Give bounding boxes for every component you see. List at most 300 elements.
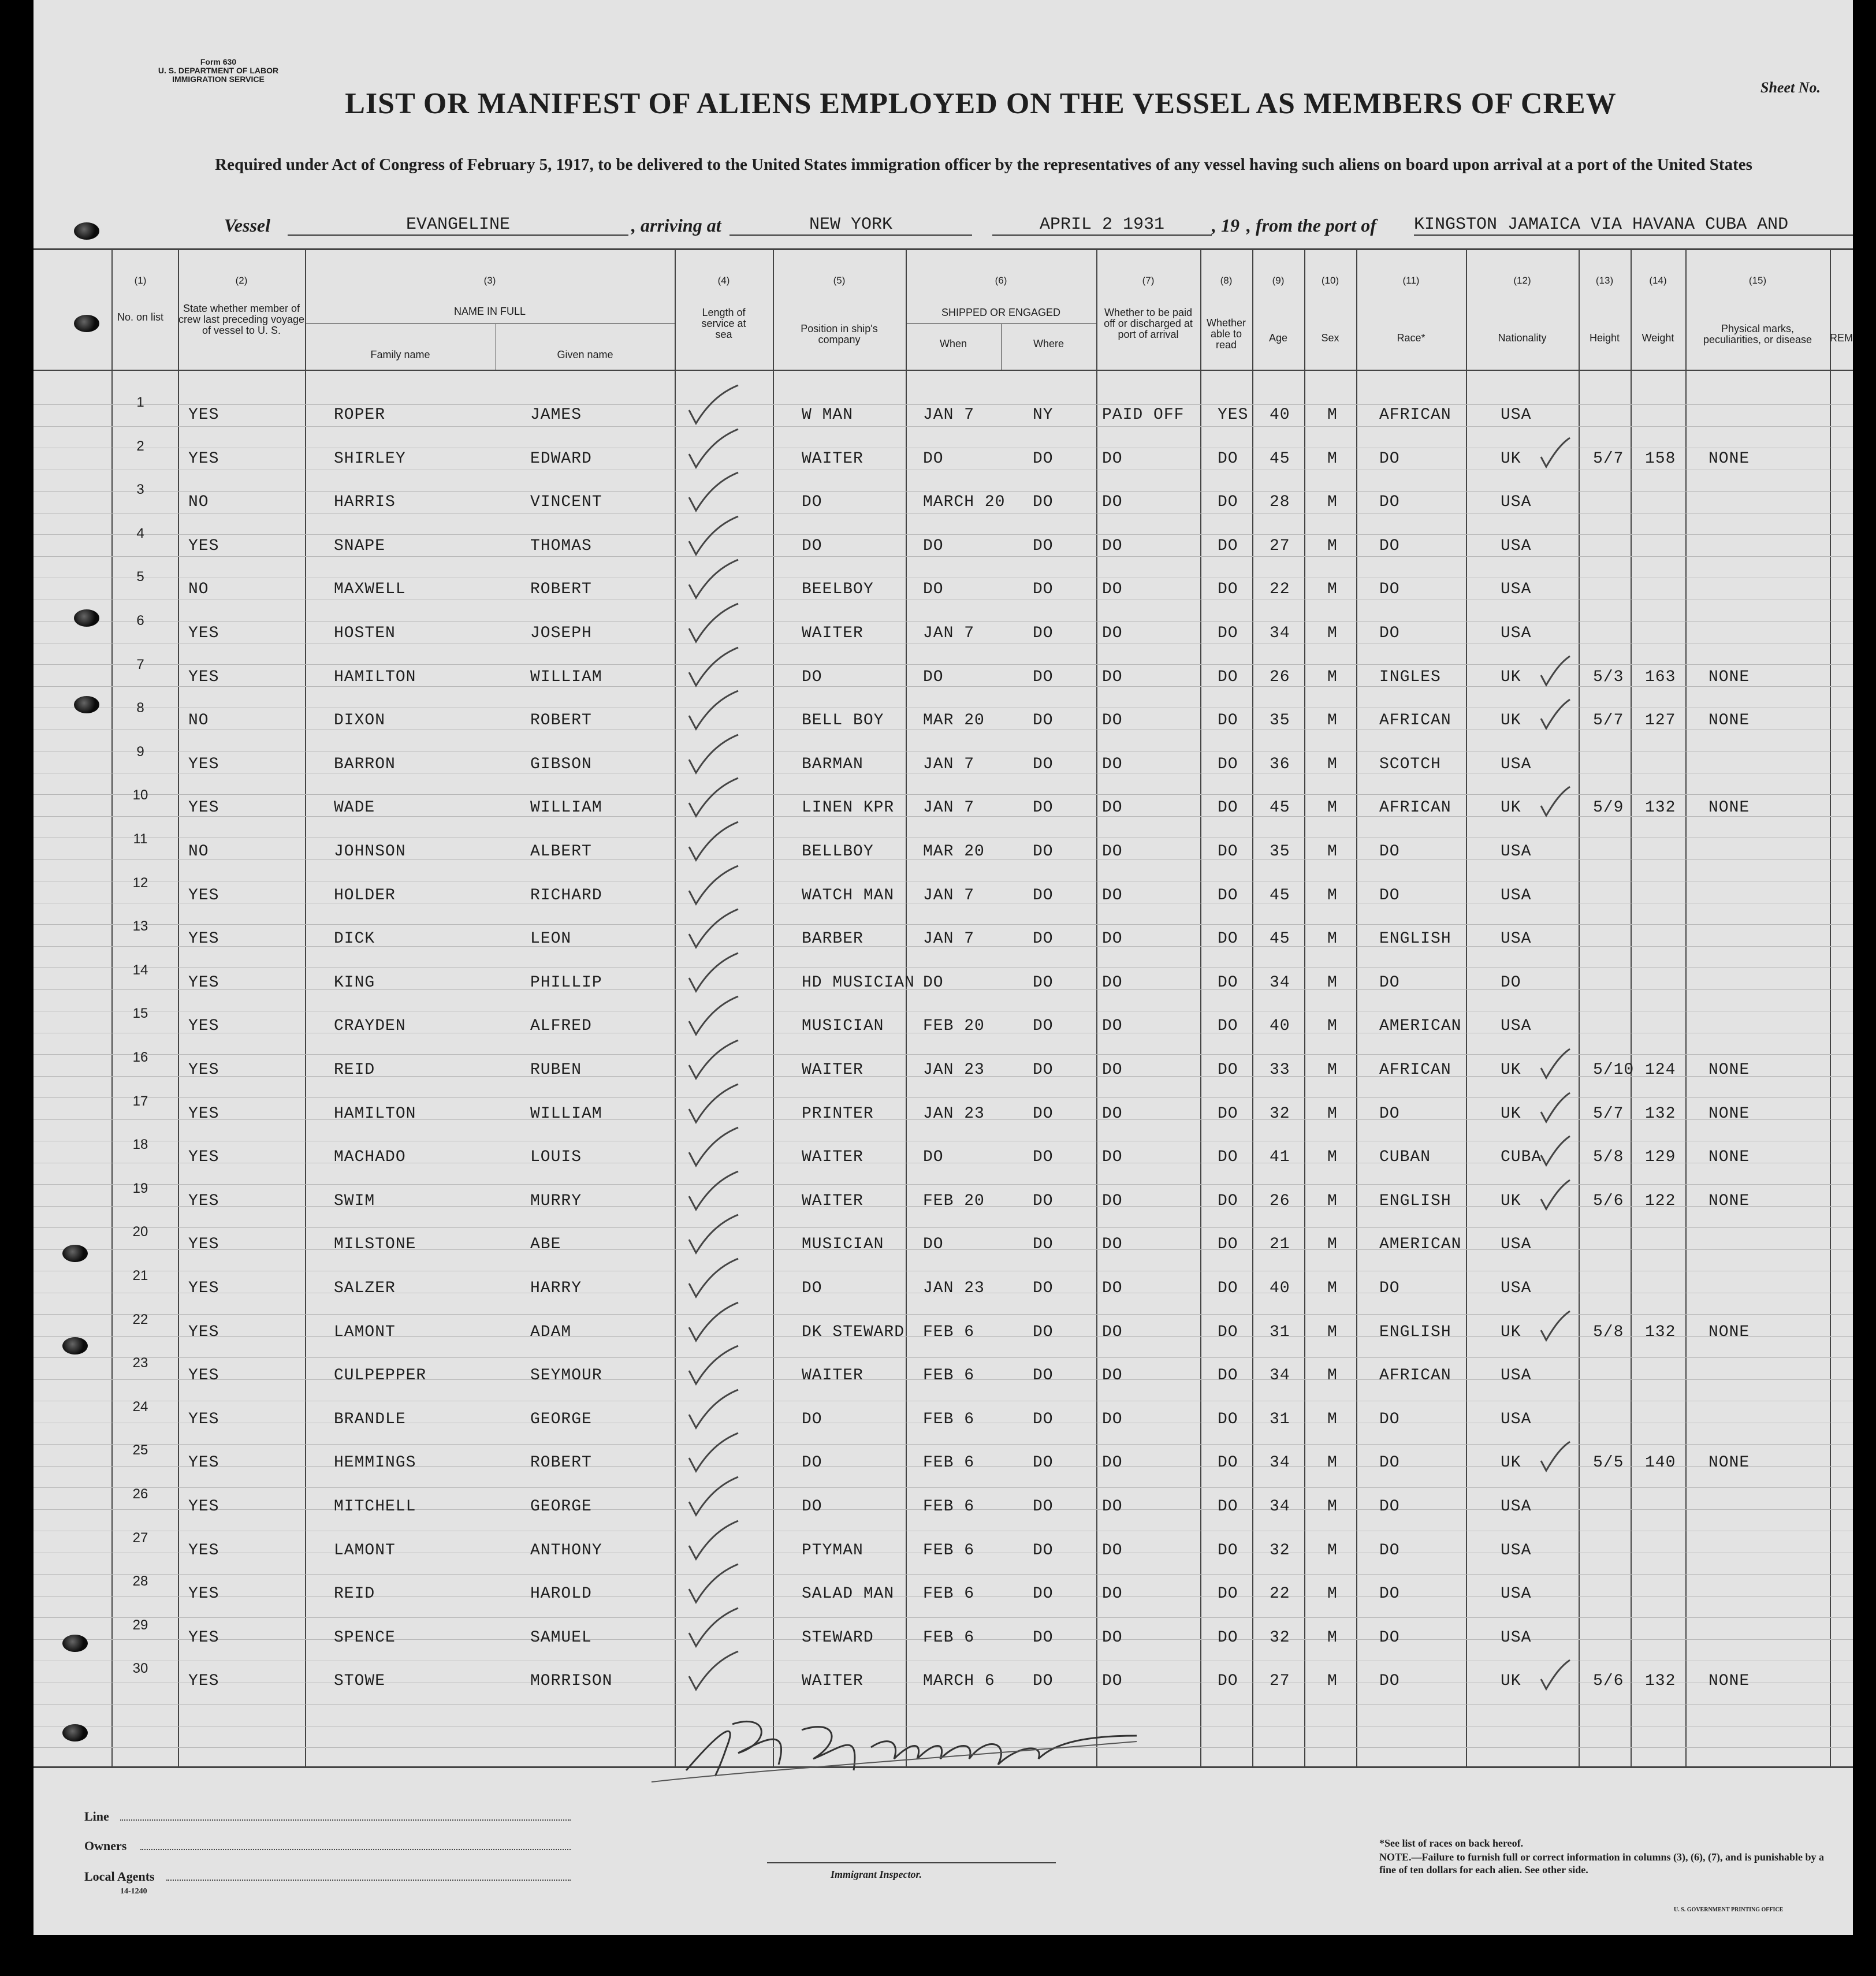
cell-sex: M [1327, 843, 1338, 861]
vessel-label: Vessel [224, 215, 270, 236]
colnum-11: (11) [1402, 275, 1420, 286]
cell-marks: NONE [1708, 799, 1750, 817]
cell-nat: USA [1501, 1585, 1532, 1603]
service-check-icon [683, 821, 747, 867]
colnum-2: (2) [235, 275, 248, 286]
cell-sex: M [1327, 1236, 1338, 1253]
service-check-icon [683, 1389, 747, 1435]
header-nationality: Nationality [1498, 332, 1547, 344]
cell-when: FEB 6 [923, 1454, 975, 1472]
cell-family: SWIM [334, 1192, 375, 1210]
cell-given: WILLIAM [530, 668, 602, 686]
cell-race: AMERICAN [1379, 1017, 1462, 1035]
cell-paid: DO [1102, 887, 1123, 905]
column-rule [1356, 248, 1357, 1766]
cell-height: 5/7 [1593, 450, 1624, 468]
year-label: , 19 [1212, 215, 1240, 236]
cell-given: ALFRED [530, 1017, 592, 1035]
cell-given: ANTHONY [530, 1542, 602, 1560]
column-rule [305, 248, 306, 1766]
cell-prior: YES [188, 974, 219, 992]
footer-line-label: Line [84, 1809, 109, 1824]
cell-given: GEORGE [530, 1411, 592, 1428]
cell-when: FEB 6 [923, 1411, 975, 1428]
cell-weight: 127 [1645, 712, 1676, 730]
nationality-check-icon [1538, 786, 1573, 820]
cell-paid: DO [1102, 668, 1123, 686]
colnum-13: (13) [1595, 275, 1614, 286]
cell-nat: USA [1501, 624, 1532, 642]
cell-race: AFRICAN [1379, 406, 1451, 424]
cell-age: 34 [1270, 1498, 1290, 1516]
column-rule [1096, 248, 1097, 1766]
cell-sex: M [1327, 1629, 1338, 1647]
cell-when: FEB 20 [923, 1017, 985, 1035]
cell-given: HAROLD [530, 1585, 592, 1603]
cell-where: DO [1033, 799, 1054, 817]
cell-where: DO [1033, 1148, 1054, 1166]
cell-nat: USA [1501, 930, 1532, 948]
cell-race: DO [1379, 887, 1400, 905]
cell-family: ROPER [334, 406, 386, 424]
cell-family: SHIRLEY [334, 450, 406, 468]
header-name-in-full: NAME IN FULL [453, 306, 526, 317]
cell-given: ADAM [530, 1323, 572, 1341]
column-rule [1685, 248, 1687, 1766]
service-check-icon [683, 384, 747, 430]
nationality-check-icon [1538, 1048, 1573, 1082]
cell-height: 5/5 [1593, 1454, 1624, 1472]
row-number: 25 [132, 1442, 148, 1458]
cell-given: GEORGE [530, 1498, 592, 1516]
cell-where: DO [1033, 1542, 1054, 1560]
cell-paid: DO [1102, 1498, 1123, 1516]
header-weight: Weight [1642, 332, 1674, 344]
binder-hole [74, 222, 99, 240]
cell-family: SPENCE [334, 1629, 396, 1647]
cell-family: MACHADO [334, 1148, 406, 1166]
cell-family: HOSTEN [334, 624, 396, 642]
cell-given: RICHARD [530, 887, 602, 905]
service-check-icon [683, 1083, 747, 1129]
cell-prior: YES [188, 887, 219, 905]
cell-when: FEB 6 [923, 1498, 975, 1516]
cell-nat: UK [1501, 1105, 1521, 1123]
cell-marks: NONE [1708, 1323, 1750, 1341]
colnum-4: (4) [717, 275, 730, 286]
cell-given: LOUIS [530, 1148, 582, 1166]
cell-when: JAN 7 [923, 406, 975, 424]
cell-when: JAN 23 [923, 1279, 985, 1297]
cell-where: DO [1033, 1061, 1054, 1079]
cell-family: HARRIS [334, 493, 396, 511]
cell-read: DO [1218, 1585, 1238, 1603]
binder-hole [74, 609, 99, 627]
row-number: 10 [132, 787, 148, 803]
cell-prior: YES [188, 1236, 219, 1253]
header-physical-marks: Physical marks, peculiarities, or disease [1703, 323, 1812, 345]
cell-when: JAN 7 [923, 624, 975, 642]
arrival-port: NEW YORK [729, 215, 972, 236]
cell-where: DO [1033, 756, 1054, 773]
cell-read: DO [1218, 930, 1238, 948]
footer-owners-rule [140, 1848, 571, 1850]
cell-race: SCOTCH [1379, 756, 1441, 773]
cell-position: DO [802, 1411, 822, 1428]
row-number: 30 [132, 1661, 148, 1676]
table-top-rule [34, 248, 1853, 250]
cell-read: DO [1218, 668, 1238, 686]
cell-race: DO [1379, 1585, 1400, 1603]
cell-when: FEB 6 [923, 1367, 975, 1385]
footer-agents-label: Local Agents [84, 1869, 155, 1884]
cell-nat: UK [1501, 1323, 1521, 1341]
cell-sex: M [1327, 887, 1338, 905]
cell-position: WAITER [802, 624, 863, 642]
cell-where: DO [1033, 1411, 1054, 1428]
header-where: Where [1033, 338, 1064, 349]
service-check-icon [683, 777, 747, 823]
cell-where: NY [1033, 406, 1054, 424]
cell-family: HOLDER [334, 887, 396, 905]
cell-weight: 132 [1645, 1672, 1676, 1690]
cell-nat: USA [1501, 1236, 1532, 1253]
column-rule [906, 248, 907, 1766]
cell-prior: YES [188, 930, 219, 948]
cell-read: DO [1218, 580, 1238, 598]
cell-race: DO [1379, 580, 1400, 598]
cell-when: JAN 23 [923, 1061, 985, 1079]
cell-race: DO [1379, 537, 1400, 555]
cell-family: SNAPE [334, 537, 386, 555]
cell-when: DO [923, 537, 944, 555]
cell-when: MAR 20 [923, 712, 985, 730]
ruled-line [34, 1357, 1853, 1358]
cell-where: DO [1033, 1367, 1054, 1385]
cell-read: DO [1218, 1672, 1238, 1690]
cell-nat: UK [1501, 1192, 1521, 1210]
cell-age: 28 [1270, 493, 1290, 511]
nationality-check-icon [1538, 1135, 1573, 1170]
service-check-icon [683, 602, 747, 649]
row-number: 11 [133, 831, 148, 847]
cell-when: MARCH 20 [923, 493, 1006, 511]
cell-race: ENGLISH [1379, 1323, 1451, 1341]
cell-read: DO [1218, 1105, 1238, 1123]
cell-position: DO [802, 1498, 822, 1516]
cell-given: SEYMOUR [530, 1367, 602, 1385]
row-number: 23 [132, 1355, 148, 1371]
nationality-check-icon [1538, 1441, 1573, 1475]
service-check-icon [683, 428, 747, 474]
cell-position: STEWARD [802, 1629, 874, 1647]
cell-prior: NO [188, 843, 209, 861]
cell-age: 45 [1270, 450, 1290, 468]
cell-given: THOMAS [530, 537, 592, 555]
cell-given: JAMES [530, 406, 582, 424]
cell-sex: M [1327, 1017, 1338, 1035]
cell-race: AFRICAN [1379, 712, 1451, 730]
cell-position: WAITER [802, 1672, 863, 1690]
cell-race: AFRICAN [1379, 1061, 1451, 1079]
cell-age: 45 [1270, 930, 1290, 948]
cell-read: DO [1218, 1192, 1238, 1210]
cell-given: LEON [530, 930, 572, 948]
cell-age: 32 [1270, 1629, 1290, 1647]
cell-nat: UK [1501, 668, 1521, 686]
cell-nat: USA [1501, 1017, 1532, 1035]
cell-age: 22 [1270, 580, 1290, 598]
cell-age: 41 [1270, 1148, 1290, 1166]
cell-sex: M [1327, 1323, 1338, 1341]
cell-nat: USA [1501, 580, 1532, 598]
ruled-line [34, 426, 1853, 427]
ruled-line [34, 556, 1853, 557]
cell-position: MUSICIAN [802, 1017, 884, 1035]
cell-age: 35 [1270, 712, 1290, 730]
form-department: U. S. DEPARTMENT OF LABOR [158, 66, 279, 75]
cell-where: DO [1033, 1629, 1054, 1647]
cell-family: BRANDLE [334, 1411, 406, 1428]
cell-read: DO [1218, 493, 1238, 511]
cell-given: MURRY [530, 1192, 582, 1210]
ruled-line [34, 404, 1853, 405]
cell-read: DO [1218, 887, 1238, 905]
service-check-icon [683, 690, 747, 736]
column-rule [675, 248, 676, 1766]
cell-nat: USA [1501, 1498, 1532, 1516]
header-state-member: State whether member of crew last preceding voyage of vessel to U. S. [178, 303, 305, 336]
row-number: 18 [132, 1137, 148, 1152]
cell-family: REID [334, 1061, 375, 1079]
service-check-icon [683, 1170, 747, 1216]
cell-given: ROBERT [530, 580, 592, 598]
row-number: 29 [132, 1617, 148, 1633]
footer-owners-label: Owners [84, 1839, 127, 1853]
cell-where: DO [1033, 930, 1054, 948]
column-rule [1252, 248, 1253, 1766]
cell-height: 5/6 [1593, 1672, 1624, 1690]
cell-when: DO [923, 668, 944, 686]
cell-prior: YES [188, 1585, 219, 1603]
cell-paid: DO [1102, 537, 1123, 555]
cell-given: ABE [530, 1236, 561, 1253]
row-number: 28 [132, 1573, 148, 1589]
cell-age: 34 [1270, 1454, 1290, 1472]
cell-paid: DO [1102, 1629, 1123, 1647]
cell-age: 40 [1270, 406, 1290, 424]
cell-height: 5/3 [1593, 668, 1624, 686]
row-number: 22 [132, 1312, 148, 1327]
page-subtitle: Required under Act of Congress of February 5, 1917, to be delivered to the United States immigration officer by the representatives of any vessel having such aliens on board upon arrival at a port of the United States [215, 155, 1752, 174]
row-number: 21 [132, 1268, 148, 1283]
footer-line-rule [120, 1818, 571, 1821]
cell-race: INGLES [1379, 668, 1441, 686]
cell-race: DO [1379, 974, 1400, 992]
cell-position: BELL BOY [802, 712, 884, 730]
cell-sex: M [1327, 1672, 1338, 1690]
cell-family: REID [334, 1585, 375, 1603]
header-able-read: Whether able to read [1206, 317, 1246, 351]
cell-read: DO [1218, 843, 1238, 861]
cell-height: 5/7 [1593, 1105, 1624, 1123]
cell-when: JAN 7 [923, 756, 975, 773]
row-number: 5 [136, 569, 144, 585]
cell-race: AMERICAN [1379, 1236, 1462, 1253]
ruled-line [34, 1704, 1853, 1705]
column-rule [1466, 248, 1467, 1766]
binder-hole [62, 1724, 88, 1741]
inspector-label: Immigrant Inspector. [831, 1869, 922, 1880]
colnum-7: (7) [1142, 275, 1155, 286]
cell-nat: USA [1501, 843, 1532, 861]
cell-age: 32 [1270, 1105, 1290, 1123]
nationality-check-icon [1538, 1310, 1573, 1345]
service-check-icon [683, 1257, 747, 1304]
cell-position: DO [802, 493, 822, 511]
service-check-icon [683, 1345, 747, 1391]
row-number: 12 [132, 875, 148, 891]
row-number: 24 [132, 1399, 148, 1415]
cell-paid: DO [1102, 1148, 1123, 1166]
cell-prior: YES [188, 668, 219, 686]
cell-family: LAMONT [334, 1323, 396, 1341]
cell-family: MITCHELL [334, 1498, 416, 1516]
footer-agents-rule [166, 1878, 571, 1881]
cell-nat: UK [1501, 799, 1521, 817]
cell-position: DO [802, 1279, 822, 1297]
cell-prior: NO [188, 580, 209, 598]
ruled-line [34, 924, 1853, 925]
cell-age: 40 [1270, 1017, 1290, 1035]
service-check-icon [683, 1563, 747, 1609]
cell-sex: M [1327, 974, 1338, 992]
cell-race: AFRICAN [1379, 799, 1451, 817]
cell-read: DO [1218, 712, 1238, 730]
cell-sex: M [1327, 1367, 1338, 1385]
cell-prior: YES [188, 1454, 219, 1472]
header-given-name: Given name [557, 349, 613, 360]
cell-given: JOSEPH [530, 624, 592, 642]
cell-given: EDWARD [530, 450, 592, 468]
cell-sex: M [1327, 1105, 1338, 1123]
cell-position: PRINTER [802, 1105, 874, 1123]
service-check-icon [683, 1214, 747, 1260]
cell-prior: YES [188, 537, 219, 555]
cell-family: LAMONT [334, 1542, 396, 1560]
cell-where: DO [1033, 887, 1054, 905]
cell-paid: DO [1102, 580, 1123, 598]
cell-weight: 163 [1645, 668, 1676, 686]
ruled-line [34, 1617, 1853, 1618]
cell-paid: DO [1102, 1411, 1123, 1428]
cell-race: DO [1379, 1454, 1400, 1472]
cell-read: DO [1218, 1411, 1238, 1428]
cell-read: DO [1218, 537, 1238, 555]
form-service: IMMIGRATION SERVICE [172, 75, 265, 84]
cell-height: 5/8 [1593, 1323, 1624, 1341]
cell-marks: NONE [1708, 1192, 1750, 1210]
service-check-icon [683, 1476, 747, 1522]
cell-race: DO [1379, 1411, 1400, 1428]
cell-prior: YES [188, 756, 219, 773]
cell-family: SALZER [334, 1279, 396, 1297]
header-height: Height [1589, 332, 1620, 344]
cell-nat: USA [1501, 537, 1532, 555]
cell-sex: M [1327, 1411, 1338, 1428]
cell-nat: UK [1501, 712, 1521, 730]
cell-nat: UK [1501, 1061, 1521, 1079]
cell-prior: YES [188, 406, 219, 424]
cell-position: MUSICIAN [802, 1236, 884, 1253]
header-bottom-rule [34, 370, 1853, 371]
cell-position: BELLBOY [802, 843, 874, 861]
ruled-line [34, 794, 1853, 795]
service-check-icon [683, 952, 747, 998]
cell-where: DO [1033, 1236, 1054, 1253]
row-number: 4 [136, 526, 144, 541]
cell-when: JAN 7 [923, 887, 975, 905]
service-check-icon [683, 908, 747, 954]
cell-nat: UK [1501, 1454, 1521, 1472]
cell-read: DO [1218, 1236, 1238, 1253]
cell-prior: YES [188, 1367, 219, 1385]
service-check-icon [683, 734, 747, 780]
cell-weight: 124 [1645, 1061, 1676, 1079]
cell-weight: 129 [1645, 1148, 1676, 1166]
inspector-rule [767, 1861, 1056, 1863]
service-check-icon [683, 559, 747, 605]
cell-paid: PAID OFF [1102, 406, 1185, 424]
cell-sex: M [1327, 668, 1338, 686]
from-port-label: , from the port of [1246, 215, 1376, 236]
cell-family: WADE [334, 799, 375, 817]
cell-race: DO [1379, 493, 1400, 511]
colnum-14: (14) [1649, 275, 1667, 286]
ruled-line [34, 967, 1853, 968]
cell-family: BARRON [334, 756, 396, 773]
form-number: Form 630 [200, 57, 237, 66]
ruled-line [34, 1574, 1853, 1575]
cell-age: 36 [1270, 756, 1290, 773]
cell-given: ROBERT [530, 712, 592, 730]
header-length-service: Length of service at sea [701, 307, 746, 340]
cell-given: HARRY [530, 1279, 582, 1297]
row-number: 2 [136, 438, 144, 454]
cell-nat: USA [1501, 887, 1532, 905]
ruled-line [34, 1054, 1853, 1055]
cell-when: FEB 6 [923, 1542, 975, 1560]
binder-hole [74, 696, 99, 713]
row-number: 14 [132, 962, 148, 978]
cell-race: DO [1379, 843, 1400, 861]
nationality-check-icon [1538, 1179, 1573, 1214]
inspector-signature [640, 1707, 1194, 1788]
footer-agents-code: 14-1240 [120, 1887, 147, 1896]
ruled-line [34, 1314, 1853, 1315]
ruled-line [34, 491, 1853, 492]
cell-read: DO [1218, 1498, 1238, 1516]
header-race: Race* [1397, 332, 1425, 344]
cell-prior: YES [188, 1192, 219, 1210]
cell-where: DO [1033, 1672, 1054, 1690]
cell-where: DO [1033, 1323, 1054, 1341]
cell-paid: DO [1102, 1585, 1123, 1603]
printing-office: U. S. GOVERNMENT PRINTING OFFICE [1674, 1907, 1784, 1913]
cell-nat: USA [1501, 1367, 1532, 1385]
cell-where: DO [1033, 1192, 1054, 1210]
cell-when: MAR 20 [923, 843, 985, 861]
